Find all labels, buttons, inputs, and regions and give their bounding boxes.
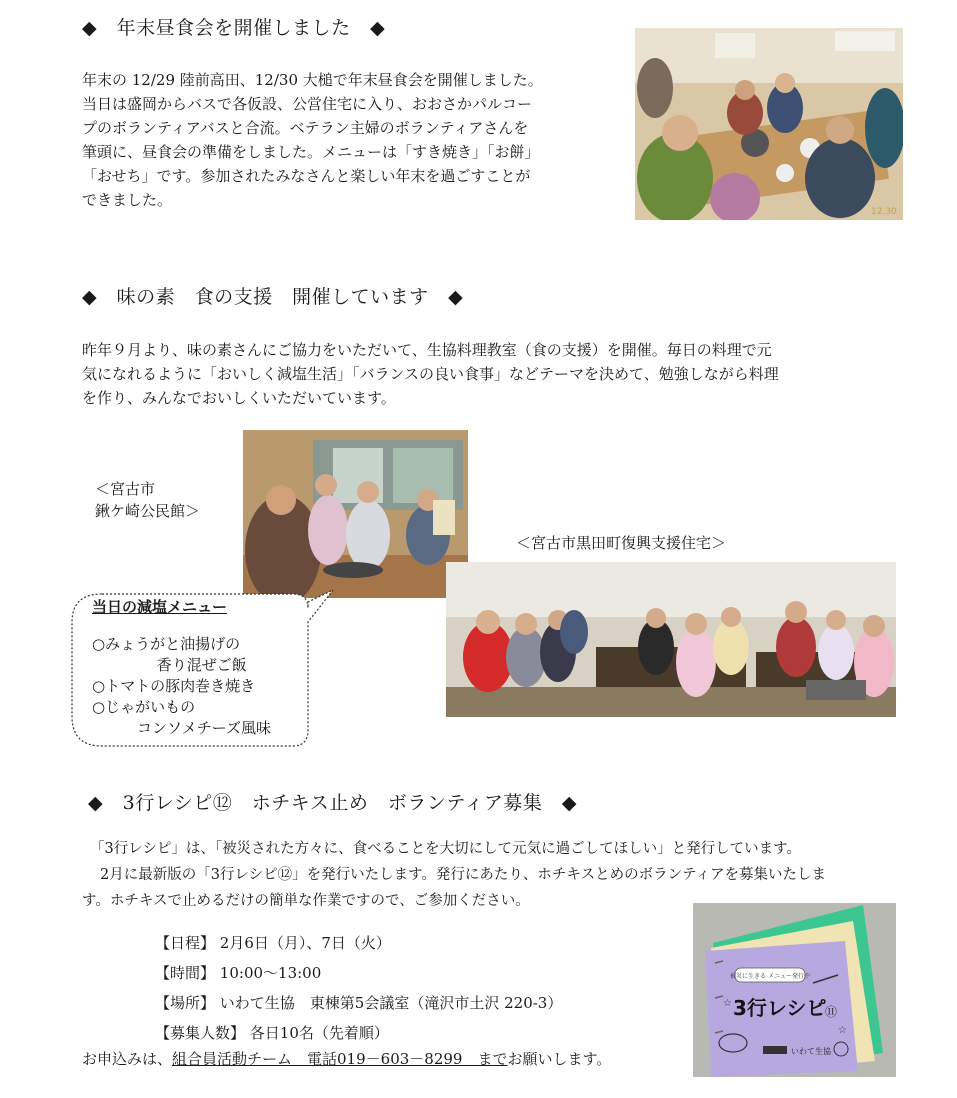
svg-text:☆: ☆ <box>838 1025 847 1036</box>
booklet-title: 3行レシピ <box>733 996 827 1020</box>
section1-line: できました。 <box>82 191 173 209</box>
section1-line: 年末の 12/29 陸前高田、12/30 大槌で年末昼食会を開催しました。 <box>82 71 543 89</box>
detail-schedule <box>155 928 562 958</box>
detail-value: いわて生協 東棟第5会議室（滝沢市土沢 220-3） <box>219 994 563 1012</box>
salt-menu-list <box>92 634 271 739</box>
detail-label: 【時間】 <box>155 964 216 982</box>
section1-line: 当日は盛岡からバスで各仮設、公営住宅に入り、おおさかパルコー <box>82 95 533 113</box>
section1-paragraph <box>82 68 622 212</box>
detail-label: 【日程】 <box>155 934 216 952</box>
section3-line: す。ホチキスで止めるだけの簡単な作業ですので、ご参加ください。 <box>82 893 530 909</box>
section2-paragraph <box>82 338 902 410</box>
section1-line: 「おせち」です。参加されたみなさんと楽しい年末を過ごすことが <box>82 167 531 185</box>
detail-value: 10:00～13:00 <box>219 964 322 982</box>
detail-value: 2月6日（月）、7日（火） <box>219 934 391 952</box>
salt-menu-item: ○トマトの豚肉巻き焼き <box>92 677 256 695</box>
caption-kuwagasaki: ＜宮古市 鍬ケ崎公民館＞ <box>95 480 201 520</box>
svg-text:☆: ☆ <box>723 998 732 1009</box>
detail-value: 各日10名（先着順） <box>249 1024 389 1042</box>
salt-menu-title: 当日の減塩メニュー <box>92 598 228 616</box>
section2-line: 昨年９月より、味の素さんにご協力をいただいて、生協料理教室（食の支援）を開催。毎日の料理で元 <box>82 341 772 359</box>
booklet-banner: 被災に生きる メニュー発行中 <box>730 973 810 980</box>
contact-prefix: お申込みは、 <box>82 1050 173 1068</box>
section1-heading: ◆ 年末昼食会を開催しました ◆ <box>82 17 386 39</box>
salt-menu-item: コンソメチーズ風味 <box>92 719 271 737</box>
salt-menu-item: ○みょうがと油揚げの <box>92 635 241 653</box>
caption-kurodacho: ＜宮古市黒田町復興支援住宅＞ <box>516 534 727 552</box>
booklet-publisher: いわて生協 <box>791 1047 831 1056</box>
cooking-class-photo <box>243 430 468 598</box>
detail-label: 【場所】 <box>155 994 216 1012</box>
section2-heading: ◆ 味の素 食の支援 開催しています ◆ <box>82 286 464 308</box>
recipe-booklet-photo <box>693 903 896 1077</box>
booklet-number: ⑪ <box>825 1005 838 1019</box>
section3-line: 「3行レシピ」は、「被災された方々に、食べることを大切にして元気に過ごしてほしい」と発行しています。 <box>90 841 801 857</box>
contact-phone: 組合員活動チーム 電話019－603－8299 まで <box>172 1050 508 1068</box>
detail-label: 【募集人数】 <box>155 1024 246 1042</box>
group-photo <box>446 562 896 717</box>
photo-date-stamp: 12.30 <box>871 207 897 217</box>
salt-menu-item: 香り混ぜご飯 <box>92 656 247 674</box>
detail-capacity <box>155 1018 562 1048</box>
section2-line: を作り、みんなでおいしくいただいています。 <box>82 389 396 407</box>
section1-line: 筆頭に、昼食会の準備をしました。メニューは「すき焼き」「お餅」 <box>82 143 540 161</box>
section3-heading: ◆ 3行レシピ⑫ ホチキス止め ボランティア募集 ◆ <box>88 792 577 814</box>
detail-place <box>155 988 562 1018</box>
section1-line: プのボランティアバスと合流。ベテラン主婦のボランティアさんを <box>82 119 529 137</box>
section2-line: 気になれるように「おいしく減塩生活」「バランスの良い食事」などテーマを決めて、勉強しながら料理 <box>82 365 779 383</box>
contact-suffix: お願いします。 <box>507 1050 612 1068</box>
luncheon-photo <box>635 28 903 220</box>
contact-line <box>82 1048 611 1069</box>
section3-line: 2月に最新版の「3行レシピ⑫」を発行いたします。発行にあたり、ホチキスとめのボランティアを募集いたしま <box>100 867 826 883</box>
salt-menu-item: ○じゃがいもの <box>92 698 196 716</box>
detail-time <box>155 958 562 988</box>
event-details <box>155 928 562 1048</box>
